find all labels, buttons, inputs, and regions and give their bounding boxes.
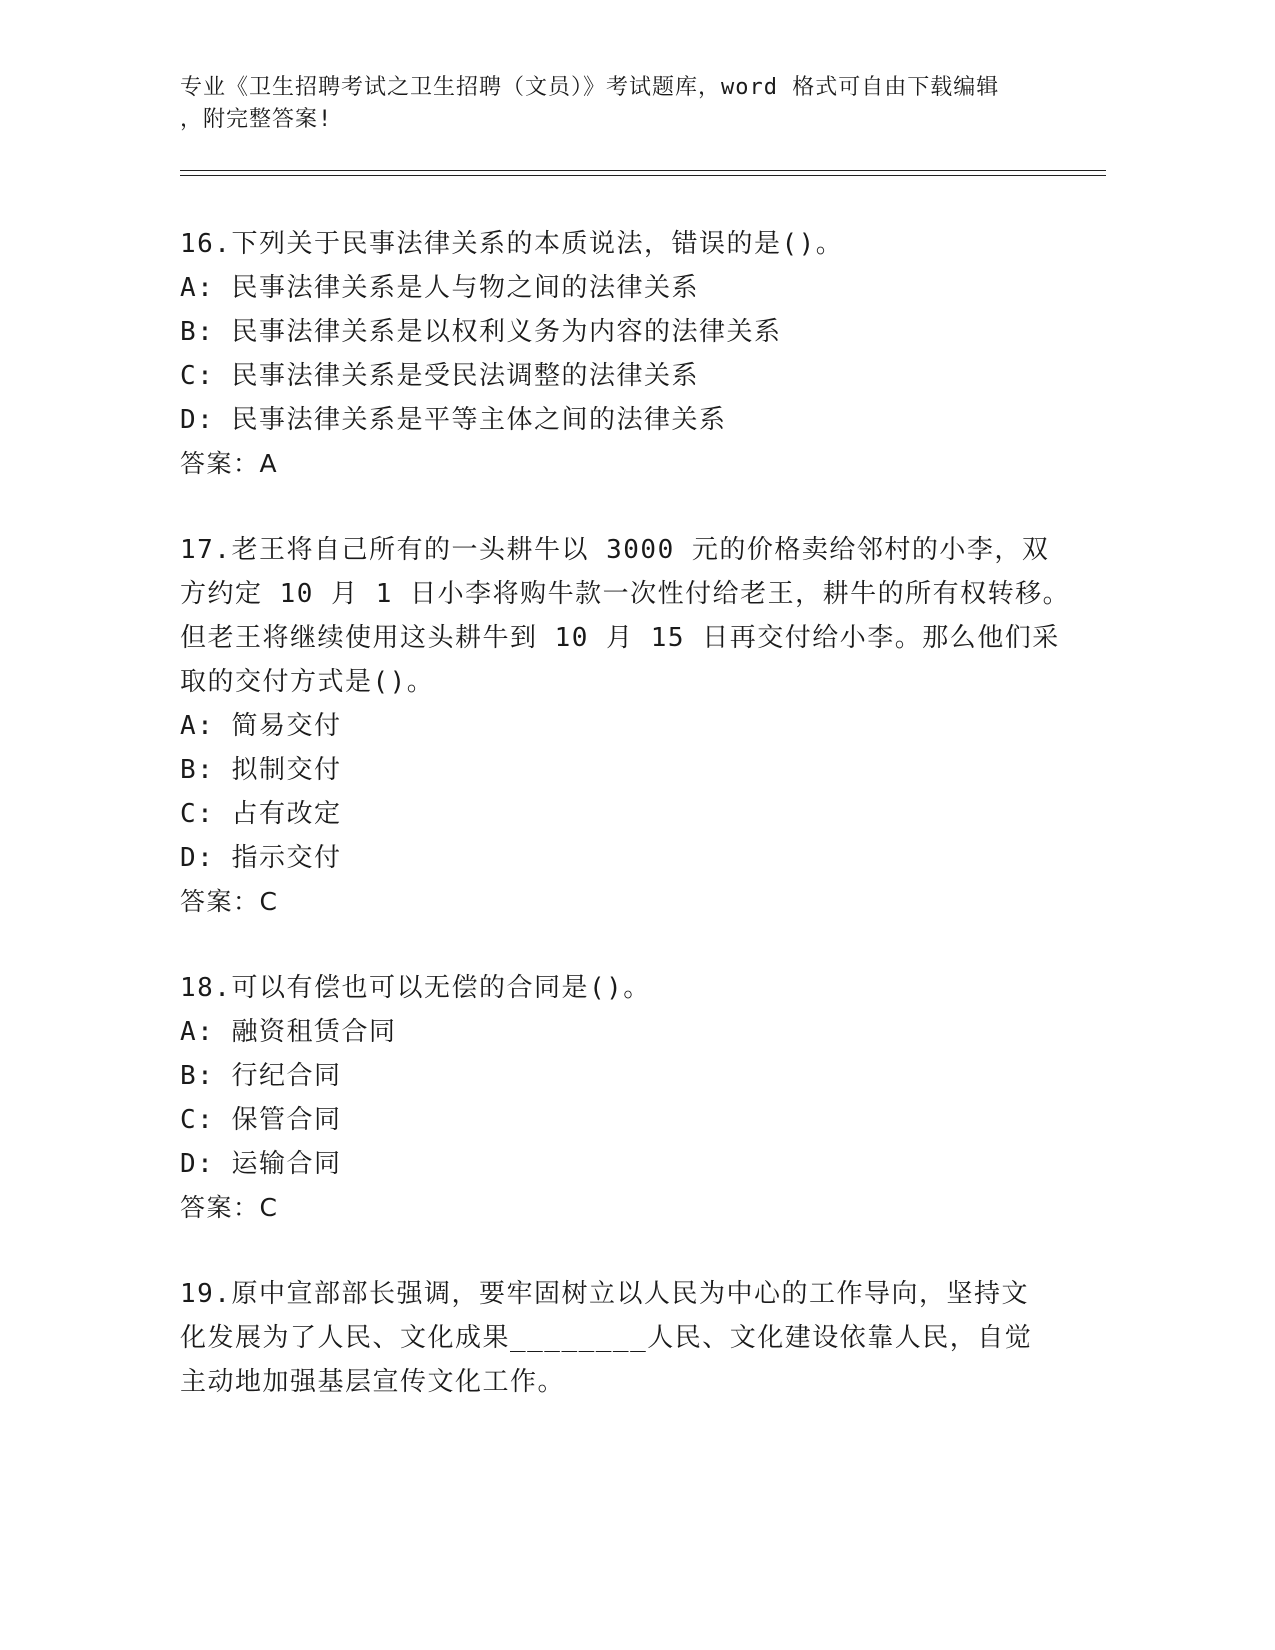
option-a: A: 简易交付 xyxy=(180,711,342,741)
answer: 答案：C xyxy=(180,887,279,916)
question-text: 取的交付方式是()。 xyxy=(180,667,435,697)
option-b: B: 民事法律关系是以权利义务为内容的法律关系 xyxy=(180,317,782,347)
question-19 xyxy=(180,1272,1050,1404)
question-17 xyxy=(180,528,1071,924)
question-16 xyxy=(180,222,1050,486)
question-text: 17.老王将自己所有的一头耕牛以 3000 元的价格卖给邻村的小李，双 xyxy=(180,535,1050,565)
header-line: 专业《卫生招聘考试之卫生招聘（文员）》考试题库，word 格式可自由下载编辑 xyxy=(180,75,1000,100)
option-c: C: 占有改定 xyxy=(180,799,342,829)
option-b: B: 拟制交付 xyxy=(180,755,342,785)
option-b: B: 行纪合同 xyxy=(180,1061,342,1091)
question-list xyxy=(180,222,1071,1404)
document-header xyxy=(180,72,1040,136)
question-text: 16.下列关于民事法律关系的本质说法，错误的是()。 xyxy=(180,229,844,259)
option-a: A: 融资租赁合同 xyxy=(180,1017,397,1047)
question-text: 18.可以有偿也可以无偿的合同是()。 xyxy=(180,973,651,1003)
answer: 答案：C xyxy=(180,1193,279,1222)
answer: 答案：A xyxy=(180,449,279,478)
option-d: D: 指示交付 xyxy=(180,843,342,873)
question-18 xyxy=(180,966,1050,1230)
option-a: A: 民事法律关系是人与物之间的法律关系 xyxy=(180,273,699,303)
option-d: D: 运输合同 xyxy=(180,1149,342,1179)
option-d: D: 民事法律关系是平等主体之间的法律关系 xyxy=(180,405,727,435)
option-c: C: 保管合同 xyxy=(180,1105,342,1135)
header-rule xyxy=(180,170,1106,171)
question-text: 19.原中宣部部长强调，要牢固树立以人民为中心的工作导向，坚持文 xyxy=(180,1279,1029,1309)
header-rule xyxy=(180,175,1106,176)
question-text: 化发展为了人民、文化成果________人民、文化建设依靠人民，自觉 xyxy=(180,1323,1033,1353)
question-text: 但老王将继续使用这头耕牛到 10 月 15 日再交付给小李。那么他们采 xyxy=(180,623,1060,653)
question-text: 主动地加强基层宣传文化工作。 xyxy=(180,1367,566,1397)
question-text: 方约定 10 月 1 日小李将购牛款一次性付给老王，耕牛的所有权转移。 xyxy=(180,579,1071,609)
option-c: C: 民事法律关系是受民法调整的法律关系 xyxy=(180,361,699,391)
header-line: ，附完整答案! xyxy=(180,107,333,132)
